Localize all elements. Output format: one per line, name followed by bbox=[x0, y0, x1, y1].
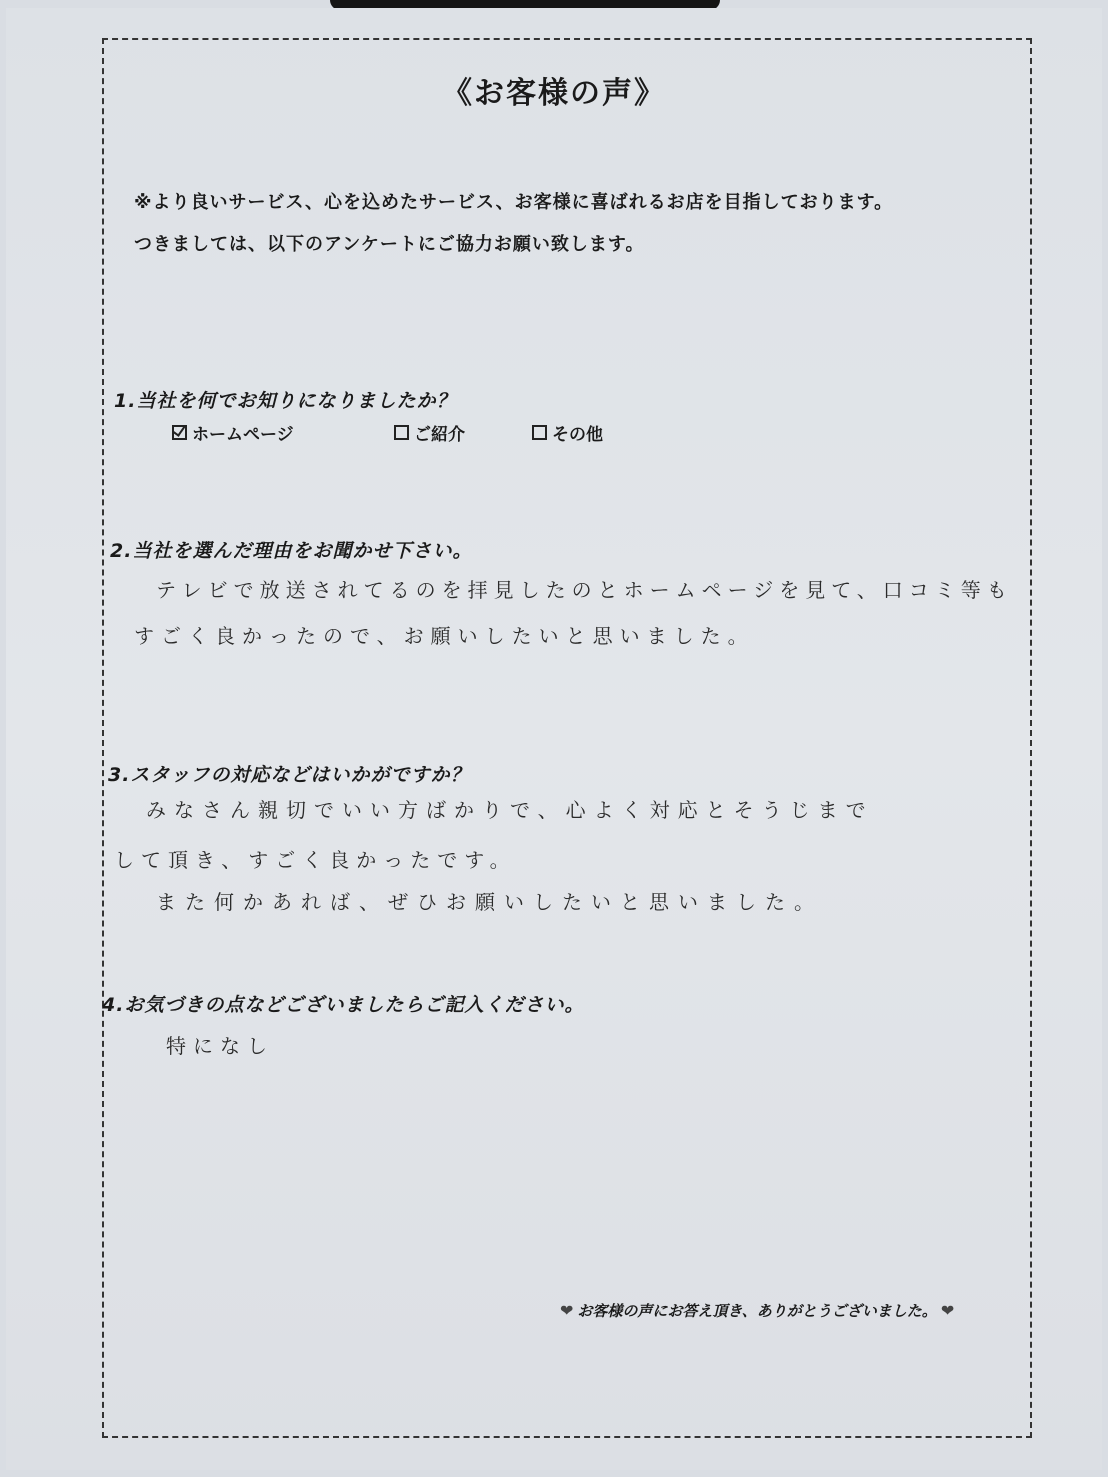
option-label: その他 bbox=[552, 425, 603, 445]
question-3-label: 3.スタッフの対応などはいかがですか？ bbox=[108, 764, 471, 786]
option-other[interactable] bbox=[532, 420, 603, 445]
page-title: 《お客様の声》 bbox=[442, 76, 666, 111]
checkbox-icon[interactable] bbox=[532, 425, 547, 440]
answer-2-line-2: すごく良かったので、お願いしたいと思いました。 bbox=[134, 624, 755, 648]
heart-icon: ❤ bbox=[560, 1301, 574, 1320]
answer-3-line-2: して頂き、すごく良かったです。 bbox=[114, 848, 517, 872]
question-4-label: 4.お気づきの点などございましたらご記入ください。 bbox=[102, 994, 585, 1016]
thank-you-footer bbox=[560, 1300, 954, 1321]
heart-icon: ❤ bbox=[940, 1301, 955, 1320]
survey-sheet bbox=[6, 8, 1102, 1470]
option-homepage[interactable] bbox=[172, 420, 294, 445]
answer-3-line-3: また何かあれば、ぜひお願いしたいと思いました。 bbox=[156, 890, 823, 914]
answer-3-line-1: みなさん親切でいい方ばかりで、心よく対応とそうじまで bbox=[146, 798, 874, 822]
option-label: ホームページ bbox=[192, 425, 294, 445]
intro-line-1: ※より良いサービス、心を込めたサービス、お客様に喜ばれるお店を目指しております。 bbox=[134, 192, 894, 213]
option-introduction[interactable] bbox=[394, 420, 465, 445]
answer-4-line-1: 特になし bbox=[166, 1034, 274, 1058]
option-label: ご紹介 bbox=[414, 425, 465, 445]
question-1-label: 1.当社を何でお知りになりましたか？ bbox=[114, 390, 457, 412]
intro-line-2: つきましては、以下のアンケートにご協力お願い致します。 bbox=[134, 234, 645, 255]
answer-2-line-1: テレビで放送されてるのを拝見したのとホームページを見て、口コミ等も bbox=[156, 578, 1013, 602]
checkbox-checked-icon[interactable] bbox=[172, 425, 187, 440]
footer-text: お客様の声にお答え頂き、ありがとうございました。 bbox=[577, 1302, 937, 1320]
question-2-label: 2.当社を選んだ理由をお聞かせ下さい。 bbox=[110, 540, 473, 562]
checkbox-icon[interactable] bbox=[394, 425, 409, 440]
